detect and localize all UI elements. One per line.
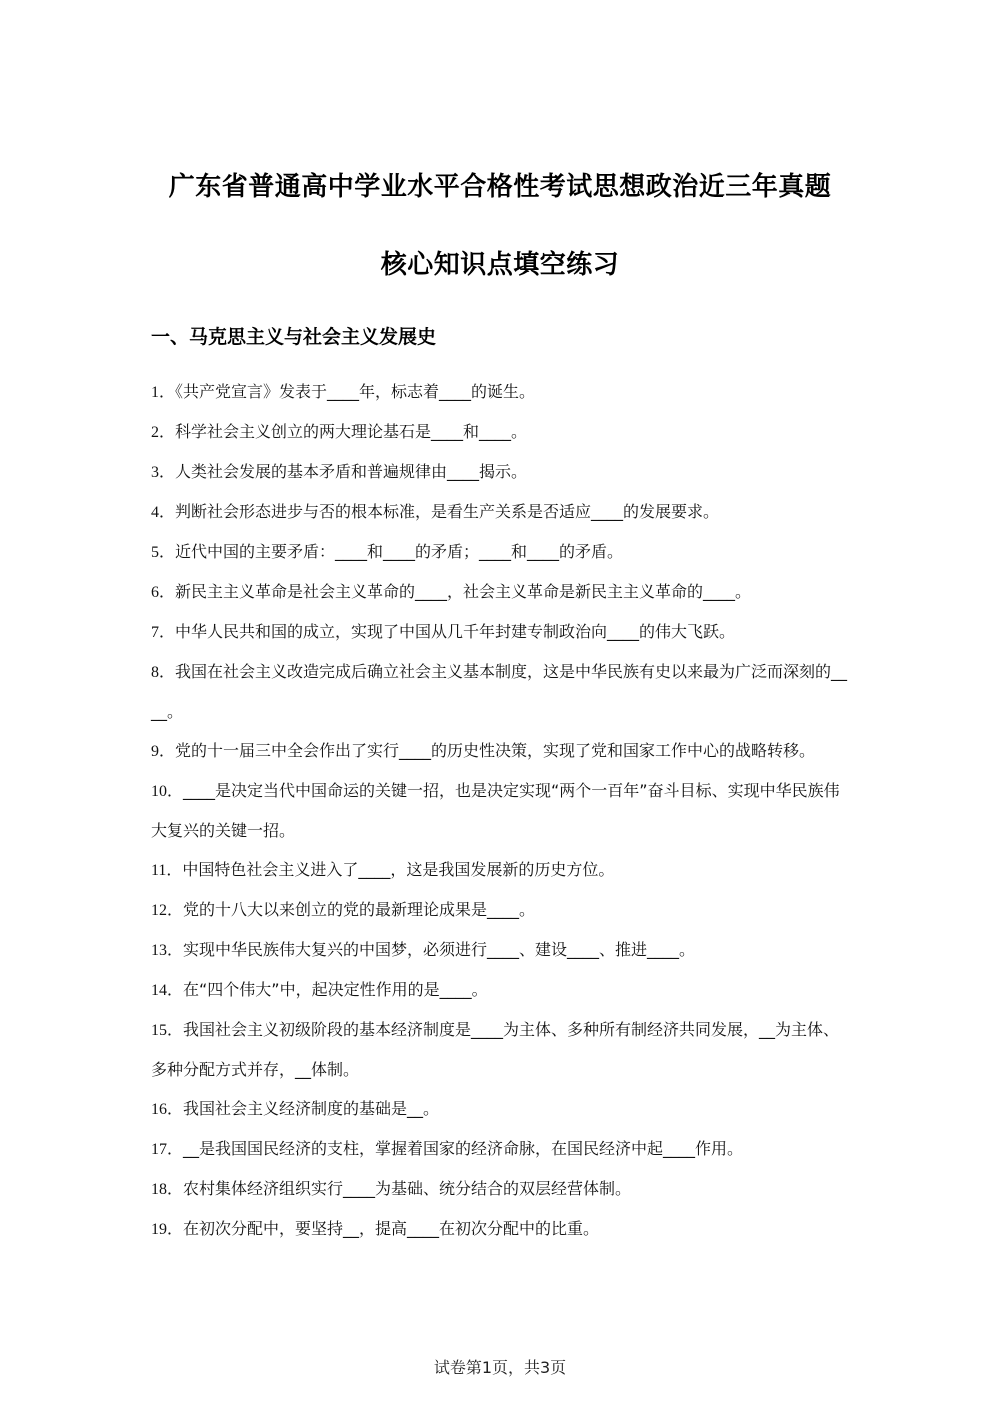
question-item [151, 492, 851, 532]
question-item [151, 1169, 851, 1209]
question-number: 18． [151, 1181, 184, 1198]
question-item [151, 372, 851, 412]
question-item [151, 930, 851, 970]
question-item [151, 1010, 851, 1089]
question-text: 《共产党宣言》发表于____年，标志着____的诞生。 [175, 382, 536, 401]
page-subtitle: 核心知识点填空练习 [380, 250, 620, 280]
question-text: ____是决定当代中国命运的关键一招，也是决定实现“两个一百年”奋斗目标、实现中华民族伟大复兴的关键一招。 [151, 781, 840, 840]
question-item [151, 890, 851, 930]
question-number: 2． [151, 424, 176, 441]
question-number: 12． [151, 902, 184, 919]
question-item [151, 532, 851, 572]
question-item [151, 652, 851, 731]
question-item [151, 970, 851, 1010]
page-footer: 试卷第1页，共3页 [433, 1358, 567, 1377]
question-text: 我国在社会主义改造完成后确立社会主义基本制度，这是中华民族有史以来最为广泛而深刻的____。 [151, 662, 848, 721]
question-number: 11． [151, 862, 183, 879]
question-text: 科学社会主义创立的两大理论基石是____和____。 [175, 422, 528, 441]
question-number: 15． [151, 1022, 184, 1039]
question-text: 人类社会发展的基本矛盾和普遍规律由____揭示。 [175, 462, 528, 481]
question-item [151, 452, 851, 492]
question-number: 10． [151, 783, 184, 800]
question-number: 13． [151, 942, 184, 959]
question-item [151, 850, 851, 890]
question-text: 中国特色社会主义进入了____，这是我国发展新的历史方位。 [182, 860, 615, 879]
question-number: 19． [151, 1221, 184, 1238]
question-number: 16． [151, 1101, 184, 1118]
question-text: 新民主主义革命是社会主义革命的____，社会主义革命是新民主主义革命的____。 [175, 582, 752, 601]
question-item [151, 612, 851, 652]
question-text: 在“四个伟大”中，起决定性作用的是____。 [183, 980, 488, 999]
question-text: 我国社会主义经济制度的基础是__。 [183, 1099, 440, 1118]
question-text: 党的十一届三中全会作出了实行____的历史性决策，实现了党和国家工作中心的战略转移。 [175, 741, 816, 760]
question-number: 3． [151, 464, 176, 481]
question-item [151, 572, 851, 612]
question-number: 5． [151, 544, 176, 561]
question-text: 党的十八大以来创立的党的最新理论成果是____。 [183, 900, 536, 919]
question-text: 我国社会主义初级阶段的基本经济制度是____为主体、多种所有制经济共同发展，__为主体、多种分配方式并存，__体制。 [151, 1020, 840, 1079]
question-number: 8． [151, 664, 176, 681]
question-item [151, 1089, 851, 1129]
question-item [151, 412, 851, 452]
page-title: 广东省普通高中学业水平合格性考试思想政治近三年真题 [168, 172, 832, 202]
question-list [151, 372, 851, 1249]
question-text: 实现中华民族伟大复兴的中国梦，必须进行____、建设____、推进____。 [183, 940, 696, 959]
question-text: 在初次分配中，要坚持__，提高____在初次分配中的比重。 [183, 1219, 600, 1238]
question-number: 17． [151, 1141, 184, 1158]
question-text: 判断社会形态进步与否的根本标准，是看生产关系是否适应____的发展要求。 [175, 502, 720, 521]
question-number: 4． [151, 504, 176, 521]
question-text: 中华人民共和国的成立，实现了中国从几千年封建专制政治向____的伟大飞跃。 [175, 622, 736, 641]
question-item [151, 771, 851, 850]
question-text: 近代中国的主要矛盾：____和____的矛盾；____和____的矛盾。 [175, 542, 624, 561]
question-number: 9． [151, 743, 176, 760]
question-item [151, 1129, 851, 1169]
question-text: 农村集体经济组织实行____为基础、统分结合的双层经营体制。 [183, 1179, 632, 1198]
section-heading: 一、马克思主义与社会主义发展史 [151, 326, 437, 348]
question-item [151, 731, 851, 771]
question-number: 6． [151, 584, 176, 601]
question-text: __是我国国民经济的支柱，掌握着国家的经济命脉，在国民经济中起____作用。 [183, 1139, 744, 1158]
question-number: 1． [151, 384, 176, 401]
question-number: 7． [151, 624, 176, 641]
question-item [151, 1209, 851, 1249]
question-number: 14． [151, 982, 184, 999]
